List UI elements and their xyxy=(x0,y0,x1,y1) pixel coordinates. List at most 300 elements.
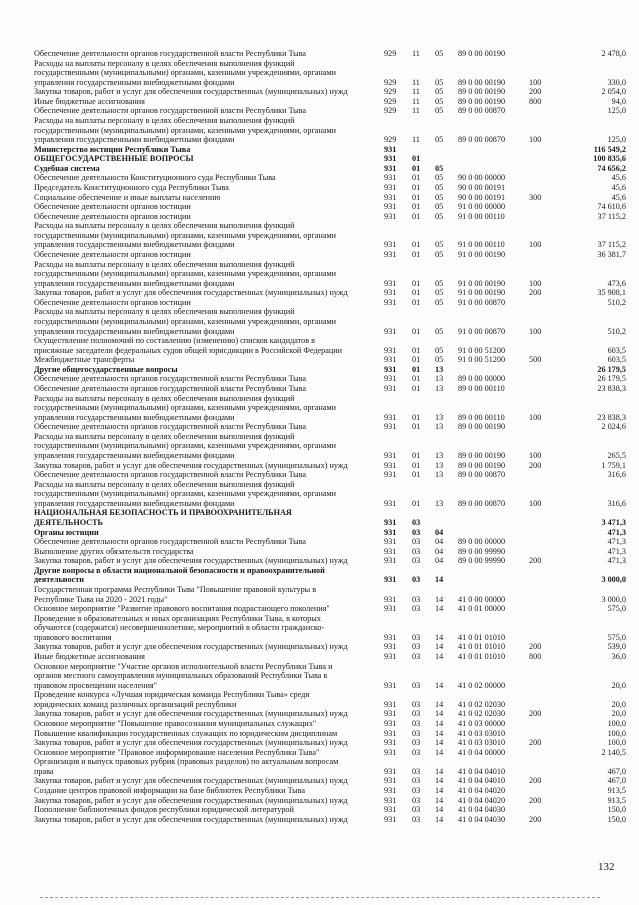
row-name: управления государственными внебюджетными фондами xyxy=(34,326,235,336)
row-section-code: 03 xyxy=(412,537,421,547)
row-ministry-code: 931 xyxy=(384,575,397,585)
table-row xyxy=(0,327,639,337)
row-amount: 3 000,0 xyxy=(601,594,626,604)
row-amount: 150,0 xyxy=(607,814,626,824)
row-subsection-code: 05 xyxy=(435,345,444,355)
row-section-code: 03 xyxy=(412,795,421,805)
table-row xyxy=(0,767,639,777)
row-target-article: 89 0 00 99990 xyxy=(458,546,506,556)
row-amount: 330,0 xyxy=(607,77,626,87)
row-target-article: 41 0 04 04010 xyxy=(458,766,506,776)
row-subsection-code: 05 xyxy=(435,288,444,298)
row-ministry-code: 931 xyxy=(384,383,397,393)
row-expense-type: 100 xyxy=(529,498,542,508)
table-row xyxy=(0,595,639,605)
row-section-code: 11 xyxy=(412,106,420,116)
row-section-code: 01 xyxy=(412,460,421,470)
row-ministry-code: 931 xyxy=(384,594,397,604)
row-amount: 45,6 xyxy=(611,173,626,183)
table-row xyxy=(0,221,639,231)
row-ministry-code: 931 xyxy=(384,556,397,566)
row-section-code: 11 xyxy=(412,87,420,97)
row-name: Председатель Конституционного суда Республики Тыва xyxy=(34,183,229,192)
row-ministry-code: 931 xyxy=(384,814,397,824)
row-expense-type: 800 xyxy=(529,96,542,106)
row-name: государственными (муниципальными) органами, казенными учреждениями, органами xyxy=(34,230,337,240)
row-name: управления государственными внебюджетными фондами xyxy=(34,412,235,422)
row-name: Обеспечение деятельности Конституционного суда Республики Тыва xyxy=(34,173,276,183)
table-row xyxy=(0,279,639,289)
row-name: Обеспечение деятельности органов юстиции xyxy=(34,202,191,212)
row-subsection-code: 04 xyxy=(435,527,444,537)
row-name: ДЕЯТЕЛЬНОСТЬ xyxy=(34,517,103,527)
row-section-code: 01 xyxy=(412,240,421,250)
row-amount: 45,6 xyxy=(611,192,626,202)
row-name: Закупка товаров, работ и услуг для обеспечения государственных (муниципальных) нужд xyxy=(34,776,348,786)
row-expense-type: 800 xyxy=(529,651,542,661)
row-ministry-code: 931 xyxy=(384,795,397,805)
row-target-article: 41 0 02 00000 xyxy=(458,680,506,690)
table-row xyxy=(0,240,639,250)
row-amount: 125,0 xyxy=(607,106,626,116)
row-subsection-code: 14 xyxy=(435,738,444,747)
row-target-article: 89 0 00 00190 xyxy=(458,460,506,470)
row-target-article: 89 0 00 00000 xyxy=(458,374,506,384)
row-ministry-code: 931 xyxy=(384,709,397,719)
row-section-code: 03 xyxy=(412,527,421,537)
row-section-code: 03 xyxy=(412,575,421,585)
row-target-article: 89 0 00 00110 xyxy=(458,383,505,393)
table-row xyxy=(0,700,639,710)
table-row xyxy=(0,470,639,480)
row-amount: 603,5 xyxy=(607,345,626,355)
table-row xyxy=(0,68,639,78)
row-ministry-code: 931 xyxy=(384,202,397,212)
row-name: Проведение в образовательных и иных организациях Республики Тыва, в которых xyxy=(34,613,321,623)
row-name: Расходы на выплаты персоналу в целях обеспечения выполнения функций xyxy=(34,307,295,317)
row-name: Расходы на выплаты персоналу в целях обеспечения выполнения функций xyxy=(34,259,295,269)
row-target-article: 41 0 02 02030 xyxy=(458,709,506,719)
row-name: государственными (муниципальными) органами, казенными учреждениями, органами xyxy=(34,489,337,499)
row-section-code: 01 xyxy=(412,355,421,365)
row-amount: 100 835,6 xyxy=(593,154,626,164)
row-subsection-code: 14 xyxy=(435,709,444,719)
row-ministry-code: 931 xyxy=(384,183,397,192)
row-section-code: 03 xyxy=(412,680,421,690)
row-amount: 23 838,3 xyxy=(597,412,626,422)
row-section-code: 03 xyxy=(412,517,421,527)
row-amount: 45,6 xyxy=(611,183,626,192)
row-name: управления государственными внебюджетными фондами xyxy=(34,278,235,288)
row-amount: 20,0 xyxy=(611,680,626,690)
row-name: Министерство юстиции Республики Тыва xyxy=(34,144,191,154)
row-amount: 913,5 xyxy=(607,795,626,805)
table-row xyxy=(0,193,639,203)
table-row xyxy=(0,183,639,193)
row-expense-type: 200 xyxy=(529,460,542,470)
table-row xyxy=(0,154,639,164)
row-section-code: 11 xyxy=(412,49,420,58)
row-subsection-code: 13 xyxy=(435,470,444,480)
row-expense-type: 200 xyxy=(529,556,542,566)
row-target-article: 91 0 00 00870 xyxy=(458,326,506,336)
row-name: Закупка товаров, работ и услуг для обеспечения государственных (муниципальных) нужд xyxy=(34,738,348,747)
table-row xyxy=(0,403,639,413)
row-subsection-code: 14 xyxy=(435,747,444,757)
table-row xyxy=(0,662,639,672)
table-row xyxy=(0,681,639,691)
row-section-code: 03 xyxy=(412,604,421,614)
table-row xyxy=(0,776,639,786)
row-target-article: 91 0 00 51200 xyxy=(458,345,506,355)
row-ministry-code: 931 xyxy=(384,699,397,709)
table-row xyxy=(0,78,639,88)
row-section-code: 01 xyxy=(412,383,421,393)
row-subsection-code: 04 xyxy=(435,546,444,556)
row-amount: 471,3 xyxy=(607,556,626,566)
row-subsection-code: 14 xyxy=(435,642,444,652)
row-subsection-code: 05 xyxy=(435,163,444,173)
row-ministry-code: 931 xyxy=(384,517,397,527)
row-name: Закупка товаров, работ и услуг для обеспечения государственных (муниципальных) нужд xyxy=(34,795,348,805)
table-row xyxy=(0,518,639,528)
table-row xyxy=(0,384,639,394)
row-name: Органы юстиции xyxy=(34,527,99,537)
row-expense-type: 100 xyxy=(529,278,542,288)
row-subsection-code: 05 xyxy=(435,326,444,336)
row-section-code: 03 xyxy=(412,699,421,709)
row-ministry-code: 931 xyxy=(384,546,397,556)
row-target-article: 89 0 00 00190 xyxy=(458,49,506,58)
page-number: 132 xyxy=(598,861,615,873)
row-amount: 36,0 xyxy=(611,651,626,661)
row-name: правового воспитания xyxy=(34,632,112,642)
table-row xyxy=(0,317,639,327)
row-target-article: 89 0 00 00870 xyxy=(458,135,506,145)
row-subsection-code: 14 xyxy=(435,795,444,805)
row-name: Республике Тыва на 2020 - 2021 годы" xyxy=(34,594,168,604)
row-section-code: 03 xyxy=(412,805,421,814)
table-row xyxy=(0,480,639,490)
row-target-article: 89 0 00 00870 xyxy=(458,106,506,116)
row-target-article: 89 0 00 00190 xyxy=(458,77,506,87)
row-section-code: 01 xyxy=(412,345,421,355)
table-row xyxy=(0,623,639,633)
row-subsection-code: 05 xyxy=(435,192,444,202)
row-amount: 3 000,0 xyxy=(601,575,626,585)
row-subsection-code: 05 xyxy=(435,49,444,58)
row-subsection-code: 05 xyxy=(435,355,444,365)
row-amount: 539,0 xyxy=(607,642,626,652)
table-row xyxy=(0,748,639,758)
table-row xyxy=(0,365,639,375)
row-subsection-code: 05 xyxy=(435,106,444,116)
table-row xyxy=(0,614,639,624)
row-amount: 100,0 xyxy=(607,718,626,728)
row-subsection-code: 13 xyxy=(435,383,444,393)
table-row xyxy=(0,59,639,69)
row-expense-type: 100 xyxy=(529,450,542,460)
table-row xyxy=(0,815,639,825)
row-name: управления государственными внебюджетными фондами xyxy=(34,135,235,145)
table-row xyxy=(0,432,639,442)
row-ministry-code: 931 xyxy=(384,364,397,374)
row-ministry-code: 931 xyxy=(384,355,397,365)
row-ministry-code: 931 xyxy=(384,651,397,661)
row-subsection-code: 14 xyxy=(435,776,444,786)
row-amount: 265,5 xyxy=(607,450,626,460)
row-name: Основное мероприятие "Участие органов исполнительной власти Республики Тыва и xyxy=(34,661,333,671)
row-ministry-code: 931 xyxy=(384,527,397,537)
row-section-code: 03 xyxy=(412,632,421,642)
row-ministry-code: 929 xyxy=(384,87,397,97)
row-name: Выполнение других обязательств государства xyxy=(34,546,194,556)
row-section-code: 01 xyxy=(412,288,421,298)
table-row xyxy=(0,106,639,116)
row-ministry-code: 931 xyxy=(384,144,397,154)
row-name: Основное мероприятие "Правовое информирование населения Республики Тыва" xyxy=(34,747,320,757)
row-subsection-code: 14 xyxy=(435,594,444,604)
row-name: Закупка товаров, работ и услуг для обеспечения государственных (муниципальных) нужд xyxy=(34,642,348,652)
row-amount: 2 478,0 xyxy=(601,49,626,58)
table-row xyxy=(0,451,639,461)
row-ministry-code: 931 xyxy=(384,288,397,298)
row-ministry-code: 931 xyxy=(384,747,397,757)
row-name: Пополнение библиотечных фондов республики юридической литературой xyxy=(34,805,294,814)
row-subsection-code: 05 xyxy=(435,250,444,259)
row-target-article: 41 0 01 00000 xyxy=(458,604,506,614)
row-name: обучаются (содержатся) несовершеннолетние, мероприятий в области гражданско- xyxy=(34,623,325,633)
row-name: правовом просвещении населения" xyxy=(34,680,157,690)
row-subsection-code: 13 xyxy=(435,364,444,374)
row-ministry-code: 931 xyxy=(384,374,397,384)
row-ministry-code: 931 xyxy=(384,326,397,336)
table-row xyxy=(0,528,639,538)
row-target-article: 41 0 04 04020 xyxy=(458,785,506,795)
row-target-article: 91 0 00 51200 xyxy=(458,355,506,365)
row-ministry-code: 931 xyxy=(384,211,397,221)
table-row xyxy=(0,556,639,566)
row-subsection-code: 04 xyxy=(435,537,444,547)
row-section-code: 03 xyxy=(412,814,421,824)
row-section-code: 01 xyxy=(412,326,421,336)
table-row xyxy=(0,250,639,260)
table-row xyxy=(0,116,639,126)
row-name: управления государственными внебюджетными фондами xyxy=(34,77,235,87)
row-expense-type: 200 xyxy=(529,642,542,652)
row-amount: 3 471,3 xyxy=(601,517,626,527)
row-amount: 575,0 xyxy=(607,632,626,642)
row-target-article: 91 0 00 00110 xyxy=(458,240,505,250)
row-name: Основное мероприятие "Развитие правового воспитания подрастающего поколения" xyxy=(34,604,330,614)
row-target-article: 41 0 04 04020 xyxy=(458,795,506,805)
row-name: Закупка товаров, работ и услуг для обеспечения государственных (муниципальных) нужд xyxy=(34,460,348,470)
row-name: Закупка товаров, работ и услуг для обеспечения государственных (муниципальных) нужд xyxy=(34,556,348,566)
row-target-article: 41 0 04 04030 xyxy=(458,814,506,824)
row-name: Обеспечение деятельности органов юстиции xyxy=(34,250,191,259)
row-subsection-code: 13 xyxy=(435,498,444,508)
table-row xyxy=(0,269,639,279)
table-row xyxy=(0,508,639,518)
table-row xyxy=(0,652,639,662)
row-amount: 1 759,1 xyxy=(601,460,626,470)
table-row xyxy=(0,786,639,796)
row-target-article: 91 0 00 00000 xyxy=(458,202,506,212)
row-name: ОБЩЕГОСУДАРСТВЕННЫЕ ВОПРОСЫ xyxy=(34,154,194,164)
table-row xyxy=(0,537,639,547)
row-section-code: 01 xyxy=(412,250,421,259)
row-amount: 26 179,5 xyxy=(597,374,626,384)
row-subsection-code: 13 xyxy=(435,374,444,384)
row-expense-type: 200 xyxy=(529,87,542,97)
row-target-article: 89 0 00 00870 xyxy=(458,470,506,480)
row-subsection-code: 14 xyxy=(435,575,444,585)
row-name: Судебная система xyxy=(34,163,100,173)
row-target-article: 90 0 00 00000 xyxy=(458,173,506,183)
row-amount: 510,2 xyxy=(607,326,626,336)
row-name: Межбюджетные трансферты xyxy=(34,355,135,365)
table-row xyxy=(0,413,639,423)
row-ministry-code: 931 xyxy=(384,240,397,250)
row-amount: 2 024,6 xyxy=(601,422,626,432)
table-row xyxy=(0,709,639,719)
row-name: Закупка товаров, работ и услуг для обеспечения государственных (муниципальных) нужд xyxy=(34,87,348,97)
table-row xyxy=(0,374,639,384)
row-name: права xyxy=(34,766,54,776)
row-target-article: 41 0 04 00000 xyxy=(458,747,506,757)
row-ministry-code: 929 xyxy=(384,49,397,58)
row-section-code: 03 xyxy=(412,556,421,566)
row-amount: 74 656,2 xyxy=(597,163,626,173)
row-name: Иные бюджетные ассигнования xyxy=(34,96,145,106)
row-section-code: 03 xyxy=(412,738,421,747)
row-section-code: 01 xyxy=(412,163,421,173)
row-expense-type: 100 xyxy=(529,412,542,422)
table-row xyxy=(0,719,639,729)
table-row xyxy=(0,49,639,59)
table-row xyxy=(0,585,639,595)
row-subsection-code: 05 xyxy=(435,297,444,307)
row-section-code: 03 xyxy=(412,747,421,757)
row-subsection-code: 14 xyxy=(435,680,444,690)
row-ministry-code: 931 xyxy=(384,718,397,728)
row-subsection-code: 14 xyxy=(435,766,444,776)
row-amount: 35 908,1 xyxy=(597,288,626,298)
row-subsection-code: 04 xyxy=(435,556,444,566)
row-section-code: 03 xyxy=(412,718,421,728)
row-target-article: 89 0 00 00870 xyxy=(458,498,506,508)
row-target-article: 91 0 00 00190 xyxy=(458,278,506,288)
table-row xyxy=(0,489,639,499)
row-section-code: 03 xyxy=(412,594,421,604)
row-name: государственными (муниципальными) органами, казенными учреждениями, органами xyxy=(34,125,337,135)
table-row xyxy=(0,355,639,365)
row-name: Обеспечение деятельности органов государственной власти Республики Тыва xyxy=(34,374,307,384)
row-target-article: 90 0 00 00191 xyxy=(458,183,506,192)
row-ministry-code: 931 xyxy=(384,345,397,355)
row-ministry-code: 931 xyxy=(384,632,397,642)
row-amount: 94,0 xyxy=(611,96,626,106)
row-amount: 125,0 xyxy=(607,135,626,145)
table-row xyxy=(0,604,639,614)
row-amount: 467,0 xyxy=(607,766,626,776)
row-name: Государственная программа Республики Тыва "Повышение правовой культуры в xyxy=(34,584,317,594)
row-subsection-code: 05 xyxy=(435,173,444,183)
row-name: Обеспечение деятельности органов юстиции xyxy=(34,211,191,221)
row-name: Повышение квалификации государственных служащих по юридическим дисциплинам xyxy=(34,728,338,738)
row-expense-type: 100 xyxy=(529,77,542,87)
row-target-article: 89 0 00 00190 xyxy=(458,87,506,97)
table-row xyxy=(0,307,639,317)
row-name: Закупка товаров, работ и услуг для обеспечения государственных (муниципальных) нужд xyxy=(34,288,348,298)
row-subsection-code: 14 xyxy=(435,632,444,642)
row-target-article: 91 0 00 00870 xyxy=(458,297,506,307)
row-section-code: 01 xyxy=(412,470,421,480)
row-section-code: 01 xyxy=(412,154,421,164)
row-name: юридических команд различных организаций республики xyxy=(34,699,237,709)
row-section-code: 03 xyxy=(412,546,421,556)
row-name: Расходы на выплаты персоналу в целях обеспечения выполнения функций xyxy=(34,58,295,68)
row-section-code: 01 xyxy=(412,498,421,508)
row-ministry-code: 931 xyxy=(384,604,397,614)
row-ministry-code: 929 xyxy=(384,135,397,145)
row-subsection-code: 05 xyxy=(435,278,444,288)
row-subsection-code: 14 xyxy=(435,728,444,738)
row-amount: 316,6 xyxy=(607,470,626,480)
table-row xyxy=(0,87,639,97)
row-section-code: 03 xyxy=(412,651,421,661)
row-name: НАЦИОНАЛЬНАЯ БЕЗОПАСНОСТЬ И ПРАВООХРАНИТЕЛЬНАЯ xyxy=(34,508,292,518)
row-ministry-code: 931 xyxy=(384,785,397,795)
row-name: Расходы на выплаты персоналу в целях обеспечения выполнения функций xyxy=(34,221,295,231)
row-name: государственными (муниципальными) органами, казенными учреждениями, органами xyxy=(34,269,337,279)
row-name: Обеспечение деятельности органов государственной власти Республики Тыва xyxy=(34,383,307,393)
row-amount: 100,0 xyxy=(607,738,626,747)
row-amount: 471,3 xyxy=(607,527,626,537)
row-target-article: 41 0 01 01010 xyxy=(458,651,506,661)
table-row xyxy=(0,394,639,404)
row-ministry-code: 931 xyxy=(384,250,397,259)
row-name: Обеспечение деятельности органов государственной власти Республики Тыва xyxy=(34,49,307,58)
row-name: Другие вопросы в области национальной безопасности и правоохранительной xyxy=(34,565,325,575)
table-row xyxy=(0,173,639,183)
row-name: Закупка товаров, работ и услуг для обеспечения государственных (муниципальных) нужд xyxy=(34,814,348,824)
row-amount: 603,5 xyxy=(607,355,626,365)
row-amount: 473,6 xyxy=(607,278,626,288)
row-amount: 471,3 xyxy=(607,546,626,556)
table-row xyxy=(0,566,639,576)
row-amount: 471,3 xyxy=(607,537,626,547)
row-subsection-code: 14 xyxy=(435,604,444,614)
row-name: Основное мероприятие "Повышение правосознания муниципальных служащих" xyxy=(34,718,317,728)
row-ministry-code: 931 xyxy=(384,154,397,164)
row-name: государственными (муниципальными) органами, казенными учреждениями, органами xyxy=(34,441,337,451)
row-section-code: 01 xyxy=(412,422,421,432)
table-row xyxy=(0,690,639,700)
table-row xyxy=(0,805,639,815)
table-row xyxy=(0,346,639,356)
table-row xyxy=(0,202,639,212)
row-subsection-code: 14 xyxy=(435,805,444,814)
row-ministry-code: 931 xyxy=(384,470,397,480)
row-section-code: 11 xyxy=(412,96,420,106)
row-ministry-code: 931 xyxy=(384,163,397,173)
row-section-code: 01 xyxy=(412,173,421,183)
row-target-article: 41 0 04 04030 xyxy=(458,805,506,814)
row-name: Организация и выпуск правовых рубрик (правовых разделов) по актуальным вопросам xyxy=(34,757,339,767)
row-subsection-code: 05 xyxy=(435,211,444,221)
table-row xyxy=(0,575,639,585)
